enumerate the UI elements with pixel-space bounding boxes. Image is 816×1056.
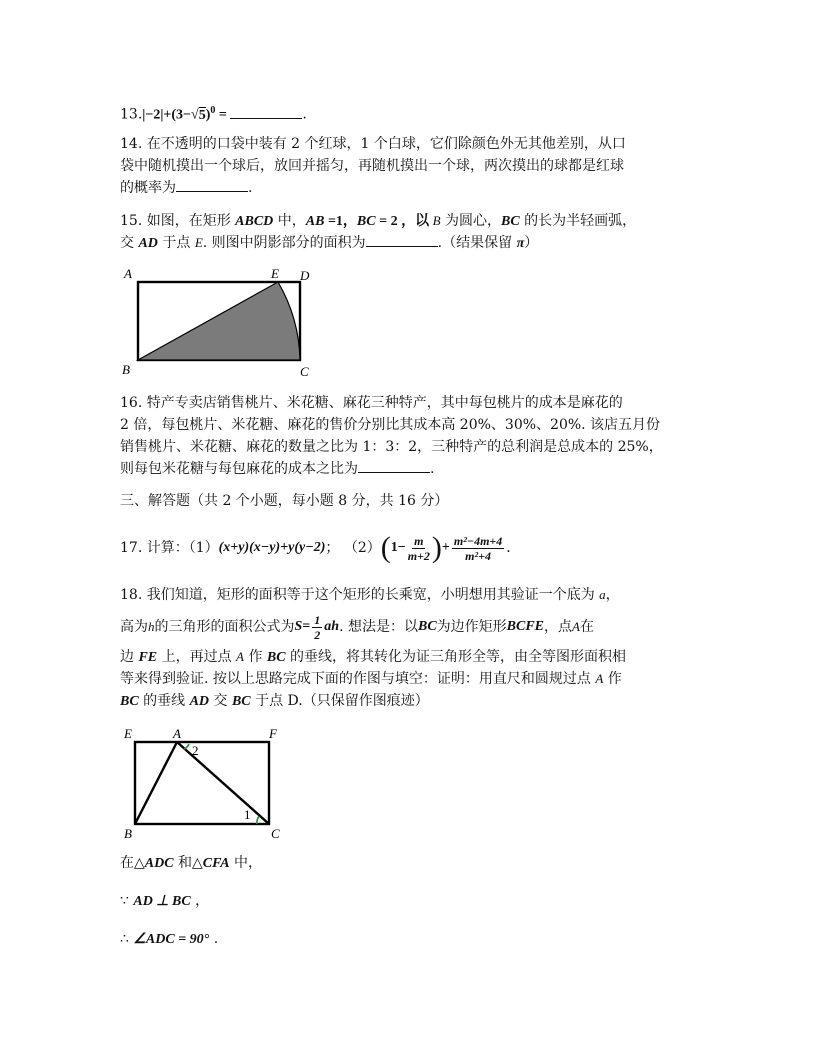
q18-text: 和△ bbox=[173, 855, 203, 871]
q16-answer-blank[interactable] bbox=[358, 458, 430, 473]
q13-expr-prefix: |−2|+(3− bbox=[142, 107, 192, 123]
q14-line-2: 袋中随机摸出一个球后，放回并摇匀，再随机摸出一个球，两次摸出的球都是红球 bbox=[120, 158, 624, 174]
q18-therefore: ∴ bbox=[120, 931, 134, 947]
q17-frac1-num: m bbox=[414, 533, 424, 548]
q18-adc: ADC bbox=[144, 856, 174, 871]
q15-abcd: ABCD bbox=[235, 214, 274, 229]
q18-label-f: F bbox=[269, 726, 277, 741]
q18-text: 的三角形的面积公式为 bbox=[154, 619, 295, 635]
q18-var-a: a bbox=[599, 587, 606, 602]
q15-label-e: E bbox=[271, 266, 279, 281]
q15-label-b: B bbox=[122, 362, 130, 377]
q13-answer-blank[interactable] bbox=[230, 104, 302, 119]
q13-end: . bbox=[302, 106, 307, 123]
q18-var-s: S bbox=[294, 619, 303, 634]
q13-sqrt-arg: 5 bbox=[198, 107, 206, 123]
q18-point-a: A bbox=[595, 671, 604, 686]
q18-bc: BC bbox=[417, 619, 437, 634]
q18-text: 边 bbox=[120, 649, 139, 665]
q18-line-5 bbox=[120, 690, 429, 713]
q15-shaded-region bbox=[138, 282, 300, 360]
q18-label-b: B bbox=[124, 826, 132, 841]
q18-var-h: h bbox=[148, 619, 155, 634]
q13-expr-suffix: ) bbox=[205, 107, 211, 123]
q15-label-d: D bbox=[300, 268, 310, 283]
q18-angle-1-label: 1 bbox=[244, 807, 251, 822]
q14-end: . bbox=[248, 180, 253, 196]
q18-ad: AD bbox=[189, 694, 210, 709]
q15-text: 为圆心， bbox=[440, 213, 501, 229]
q15-ad: AD bbox=[138, 236, 158, 251]
q14-line-3 bbox=[120, 177, 252, 199]
q14-line-1: 14. 在不透明的口袋中装有 2 个红球，1 个白球，它们除颜色外无其他差别，从口 bbox=[120, 136, 626, 152]
q18-text: 中， bbox=[229, 855, 262, 871]
q15-ab: AB bbox=[305, 214, 325, 229]
q18-because: ∵ bbox=[120, 893, 134, 909]
q18-angle-1-arc bbox=[257, 816, 259, 824]
q18-segment-ac bbox=[177, 742, 269, 824]
q15-ab-val: =1， bbox=[324, 214, 357, 229]
q15-text: 15. 如图，在矩形 bbox=[120, 213, 236, 229]
q18-text: ， bbox=[190, 893, 210, 909]
q18-text: ，点 bbox=[544, 619, 573, 635]
q15-point-b: B bbox=[432, 213, 441, 228]
q18-proof-line-1 bbox=[120, 852, 262, 875]
q18-segment-ba bbox=[135, 742, 177, 824]
q14-line-3-text: 的概率为 bbox=[120, 180, 176, 196]
q15-label-c: C bbox=[300, 364, 309, 379]
q15-text: 于点 bbox=[157, 235, 195, 251]
q18-text: 18. 我们知道，矩形的面积等于这个矩形的长乘宽，小明想用其验证一个底为 bbox=[120, 587, 600, 603]
q18-text: 等来得到验证. 按以上思路完成下面的作图与填空：证明：用直尺和圆规过点 bbox=[120, 671, 596, 687]
q15-text: .（结果保留 bbox=[437, 235, 517, 251]
q13-equals: = bbox=[215, 107, 231, 123]
q18-text: 为边作矩形 bbox=[436, 619, 507, 635]
q16-text: 则每包米花糖与每包麻花的成本之比为 bbox=[120, 461, 358, 477]
q18-text: 上，再过点 bbox=[157, 649, 237, 665]
q18-text: 于点 D.（只保留作图痕迹） bbox=[250, 693, 429, 709]
q15-text: ） bbox=[524, 235, 539, 251]
q18-line-2 bbox=[120, 610, 594, 644]
q18-bc: BC bbox=[120, 694, 139, 709]
q15-line-1 bbox=[120, 210, 636, 233]
q18-line-4 bbox=[120, 668, 622, 690]
q18-text: 作 bbox=[244, 649, 267, 665]
q18-because-expr: AD ⊥ BC bbox=[133, 894, 191, 909]
q18-half-den: 2 bbox=[314, 627, 321, 642]
q17-fraction-2 bbox=[452, 534, 504, 563]
q15-answer-blank[interactable] bbox=[366, 232, 438, 247]
q18-rectangle-figure bbox=[118, 722, 298, 842]
q15-point-e: E bbox=[194, 235, 203, 250]
q15-text: . 则图中阴影部分的面积为 bbox=[202, 235, 366, 251]
q18-proof-line-2 bbox=[120, 890, 209, 913]
q18-line-1 bbox=[120, 584, 620, 606]
q18-point-a: A bbox=[572, 619, 580, 634]
q15-bc-val: = 2 ，以 bbox=[375, 214, 433, 229]
q15-pi: π bbox=[516, 236, 525, 251]
q15-rectangle-figure bbox=[118, 262, 318, 380]
q18-text: 作 bbox=[603, 671, 622, 687]
q18-text: . bbox=[209, 931, 219, 947]
q17-frac2-num: m²−4m+4 bbox=[453, 533, 503, 548]
q17-one-minus: 1− bbox=[390, 540, 406, 555]
q15-bc: BC bbox=[356, 214, 376, 229]
q15-line-2 bbox=[120, 232, 538, 255]
q18-angle-2-label: 2 bbox=[192, 743, 199, 758]
q18-bcfe: BCFE bbox=[506, 619, 545, 634]
q18-text: 的垂线，将其转化为证三角形全等，由全等图形面积相 bbox=[285, 649, 627, 665]
q18-fe: FE bbox=[138, 650, 158, 665]
q18-text: ， bbox=[605, 587, 620, 603]
question-13 bbox=[120, 100, 307, 127]
q18-text: 高为 bbox=[120, 619, 148, 635]
q18-bc: BC bbox=[231, 694, 251, 709]
q18-angle-2-arc bbox=[184, 744, 189, 749]
q15-text: 交 bbox=[120, 235, 139, 251]
q18-half bbox=[312, 613, 322, 642]
q16-line-4 bbox=[120, 458, 434, 480]
q13-number: 13. bbox=[120, 106, 143, 123]
q18-proof-line-3 bbox=[120, 928, 218, 951]
q18-ah: ah bbox=[324, 619, 340, 634]
q15-label-a: A bbox=[124, 266, 132, 281]
q18-label-c: C bbox=[271, 826, 280, 841]
q15-text: 的长为半轻画弧， bbox=[519, 213, 637, 229]
q16-line-2: 2 倍，每包桃片、米花糖、麻花的售价分别比其成本高 20%、30%、20%. 该店五月份 bbox=[120, 417, 661, 433]
q18-line-3 bbox=[120, 646, 626, 669]
q18-text: 交 bbox=[209, 693, 232, 709]
q17-plus: + bbox=[441, 540, 450, 555]
q17-expr-1: (x+y)(x−y)+y(y−2) bbox=[218, 540, 326, 555]
q17-frac2-den: m²+4 bbox=[465, 548, 491, 563]
q13-exponent: 0 bbox=[210, 105, 216, 116]
q18-text: 在 bbox=[579, 619, 594, 635]
q18-point-a: A bbox=[236, 649, 244, 664]
q18-eq: = bbox=[302, 619, 311, 634]
q17-sep: ； （2） bbox=[325, 540, 381, 556]
question-17 bbox=[120, 528, 511, 568]
q18-label-a: A bbox=[173, 726, 181, 741]
section-3-title: 三、解答题（共 2 个小题，每小题 8 分，共 16 分） bbox=[120, 493, 449, 509]
q17-left-paren: ( bbox=[380, 531, 391, 564]
q17-right-paren: ) bbox=[431, 531, 442, 564]
q17-fraction-1 bbox=[408, 534, 430, 563]
q16-line-3: 销售桃片、米花糖、麻花的数量之比为 1：3：2，三种特产的总利润是总成本的 25%， bbox=[120, 439, 663, 455]
q17-label: 17. 计算：（1） bbox=[120, 540, 219, 556]
q18-therefore-expr: ∠ADC = 90° bbox=[133, 932, 210, 947]
q18-cfa: CFA bbox=[202, 856, 230, 871]
q14-answer-blank[interactable] bbox=[176, 177, 248, 192]
q17-end: . bbox=[506, 540, 511, 556]
q18-label-e: E bbox=[124, 726, 132, 741]
q17-frac1-den: m+2 bbox=[407, 548, 430, 563]
q18-half-num: 1 bbox=[314, 612, 321, 627]
q18-text: 在△ bbox=[120, 855, 145, 871]
q16-end: . bbox=[430, 461, 435, 477]
q16-line-1: 16. 特产专卖店销售桃片、米花糖、麻花三种特产，其中每包桃片的成本是麻花的 bbox=[120, 395, 623, 411]
q18-text: . 想法是：以 bbox=[339, 619, 418, 635]
q15-bc: BC bbox=[501, 214, 520, 229]
q18-text: 的垂线 bbox=[138, 693, 190, 709]
q13-sqrt-sign: √ bbox=[191, 107, 199, 123]
q15-text: 中， bbox=[273, 213, 306, 229]
q18-bc: BC bbox=[266, 650, 286, 665]
